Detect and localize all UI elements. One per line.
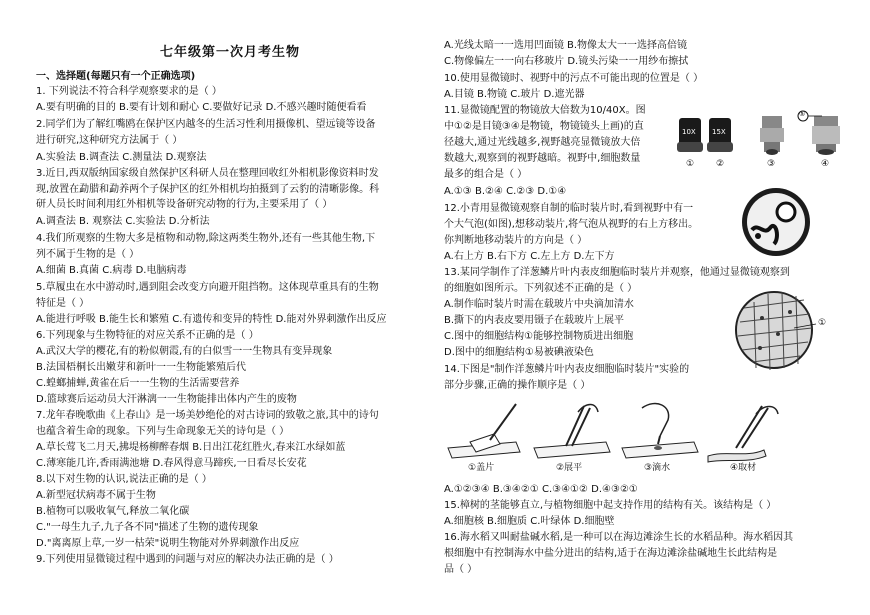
question-line: A.制作临时装片时需在载玻片中央滴加清水: [444, 299, 634, 310]
question-line: C."一母生九子,九子各不同"描述了生物的遗传现象: [36, 522, 259, 533]
question-line: 1. 下列说法不符合科学观察要求的是（ ）: [36, 86, 222, 97]
step-caption: ①盖片: [468, 463, 495, 473]
question-line: B.植物可以吸收氧气,释放二氧化碳: [36, 506, 190, 517]
question-line: 8.以下对生物的认识,说法正确的是（ ）: [36, 474, 212, 485]
question-line: A.草长莺飞二月天,拂堤杨柳醉春烟 B.日出江花红胜火,春来江水绿如蓝: [36, 442, 346, 453]
lens-marker: ⑤: [799, 110, 806, 118]
question-line: 现,放置在勐腊和勐养两个子保护区的红外相机均拍摄到了云豹的清晰影像。科: [36, 184, 380, 195]
question-line: 的细胞如图所示。下列叙述不正确的是（ ）: [444, 283, 638, 294]
question-line: 研人员长时间利用红外相机等设备研究动物的行为,主要采用了（ ）: [36, 199, 333, 210]
question-line: 6.下列现象与生物特征的对应关系不正确的是（ ）: [36, 330, 259, 341]
question-line: 2.同学们为了解红嘴鸥在保护区内越冬的生活习性利用摄像机、望远镜等设备: [36, 119, 376, 130]
question-line: B.撕下的内表皮要用镊子在载玻片上展平: [444, 315, 625, 326]
question-line: 14.下图是"制作洋葱鳞片叶内表皮细胞临时装片"实验的: [444, 364, 690, 375]
question-line: A.光线太暗一一选用凹面镜 B.物像太大一一选择高倍镜: [444, 40, 688, 51]
question-line: A.①②③④ B.③④②① C.③④①② D.④③②①: [444, 484, 638, 495]
question-line: 15.樟树的茎能够直立,与植物细胞中起支持作用的结构有关。该结构是（ ）: [444, 500, 777, 511]
question-line: A.新型冠状病毒不属于生物: [36, 490, 156, 501]
question-line: 你判断地移动装片的方向是（ ）: [444, 235, 588, 246]
question-line: A.要有明确的目的 B.要有计划和耐心 C.要做好记录 D.不感兴趣时随便看看: [36, 102, 367, 113]
step-caption: ③滴水: [644, 463, 671, 473]
lens-marker: ②: [716, 159, 725, 169]
question-line: 特征是（ ）: [36, 298, 90, 309]
question-line: 根细胞中有控制海水中盐分进出的结构,适于在海边滩涂盐碱地生长此结构是: [444, 548, 778, 559]
question-line: 11.显微镜配置的物镜放大倍数为10/40X。图: [444, 105, 646, 116]
question-line: C.图中的细胞结构①能够控制物质进出细胞: [444, 331, 634, 342]
question-line: 径越大,通过光线越多,视野越亮显微镜放大倍: [444, 137, 641, 148]
preparation-steps-figure: [446, 398, 786, 473]
question-line: 16.海水稻又叫耐盐碱水稻,是一种可以在海边滩涂生长的水稻品种。海水稻因其: [444, 532, 794, 543]
question-line: 部分步骤,正确的操作顺序是（ ）: [444, 380, 591, 391]
question-line: 也蕴含着生命的现象。下列与生命现象无关的诗句是（ ）: [36, 426, 290, 437]
page-title: 七年级第一次月考生物: [160, 45, 301, 60]
question-line: A.①③ B.②④ C.②③ D.①④: [444, 186, 567, 197]
question-line: A.目镜 B.物镜 C.玻片 D.遮光器: [444, 89, 585, 100]
question-line: D."离离原上草,一岁一枯荣"说明生物能对外界刺激作出反应: [36, 538, 300, 549]
question-line: A.实验法 B.调查法 C.测量法 D.观察法: [36, 152, 207, 163]
question-line: A.调查法 B. 观察法 C.实验法 D.分析法: [36, 216, 210, 227]
question-line: 数越大,观察到的视野越暗。视野中,细胞数量: [444, 153, 641, 164]
question-line: 品（ ）: [444, 564, 478, 575]
question-line: A.细菌 B.真菌 C.病毒 D.电脑病毒: [36, 265, 187, 276]
lens-marker: ①: [686, 159, 695, 169]
lens-marker: ③: [767, 159, 776, 169]
onion-cells-figure: [734, 288, 827, 372]
bubble-field-figure: [740, 186, 812, 258]
microscope-lenses-figure: [676, 108, 854, 172]
section-heading: 一、选择题(每题只有一个正确选项): [36, 71, 196, 82]
question-line: 列不属于生物的是（ ）: [36, 249, 140, 260]
question-line: 进行研究,这种研究方法属于（ ）: [36, 135, 183, 146]
question-line: C.物像偏左一一向右移玻片 D.镜头污染一一用纱布擦拭: [444, 56, 689, 67]
step-caption: ②展平: [556, 463, 583, 473]
question-line: 7.龙年春晚歌曲《上春山》是一场美妙绝伦的对古诗词的致敬之旅,其中的诗句: [36, 410, 379, 421]
eyepiece-label: 10X: [682, 128, 696, 136]
question-line: 13.某同学制作了洋葱鳞片叶内表皮细胞临时装片并观察，他通过显微镜观察到: [444, 267, 790, 278]
question-line: 4.我们所观察的生物大多是植物和动物,除这两类生物外,还有一些其他生物,下: [36, 233, 376, 244]
question-line: 10.使用显微镜时、视野中的污点不可能出现的位置是（ ）: [444, 73, 704, 84]
question-line: A.能进行呼吸 B.能生长和繁殖 C.有遗传和变异的特性 D.能对外界刺激作出反应: [36, 314, 387, 325]
question-line: 最多的组合是（ ）: [444, 169, 528, 180]
question-line: 中①②是目镜③④是物镜，物镜镜头上画)的直: [444, 121, 644, 132]
question-line: A.细胞核 B.细胞质 C.叶绿体 D.细胞壁: [444, 516, 615, 527]
question-line: C.蝗螂捕蝉,黄雀在后一一生物的生活需要营养: [36, 378, 240, 389]
question-line: D.图中的细胞结构①易被碘液染色: [444, 347, 594, 358]
question-line: A.武汉大学的樱花,有的粉似朝霞,有的白似雪一一生物具有变异现象: [36, 346, 333, 357]
step-caption: ④取材: [730, 463, 757, 473]
question-line: B.法国梧桐长出嫩芽和新叶一一生物能繁殖后代: [36, 362, 247, 373]
question-line: 5.草履虫在水中游动时,遇到阻会改变方向避开阻挡物。这体现草重具有的生物: [36, 282, 379, 293]
question-line: C.薄寒能几许,香雨满池塘 D.春风得意马蹄疾,一日看尽长安花: [36, 458, 307, 469]
question-line: 个大气泡(如图),想移动装片,将气泡从视野的右上方移出。: [444, 219, 699, 230]
eyepiece-label: 15X: [712, 128, 726, 136]
cell-marker: ①: [818, 318, 827, 328]
question-line: D.篮球赛后运动员大汗淋漓一一生物能排出体内产生的废物: [36, 394, 297, 405]
question-line: 3.近日,西双版纳国家级自然保护区科研人员在整理回收红外相机影像资料时发: [36, 168, 379, 179]
lens-marker: ④: [821, 159, 830, 169]
question-line: A.右上方 B.右下方 C.左上方 D.左下方: [444, 251, 615, 262]
question-line: 9.下列使用显微镜过程中遇到的问题与对应的解决办法正确的是（ ）: [36, 554, 339, 565]
question-line: 12.小青用显微镜观察自制的临时装片时,看到视野中有一: [444, 203, 694, 214]
